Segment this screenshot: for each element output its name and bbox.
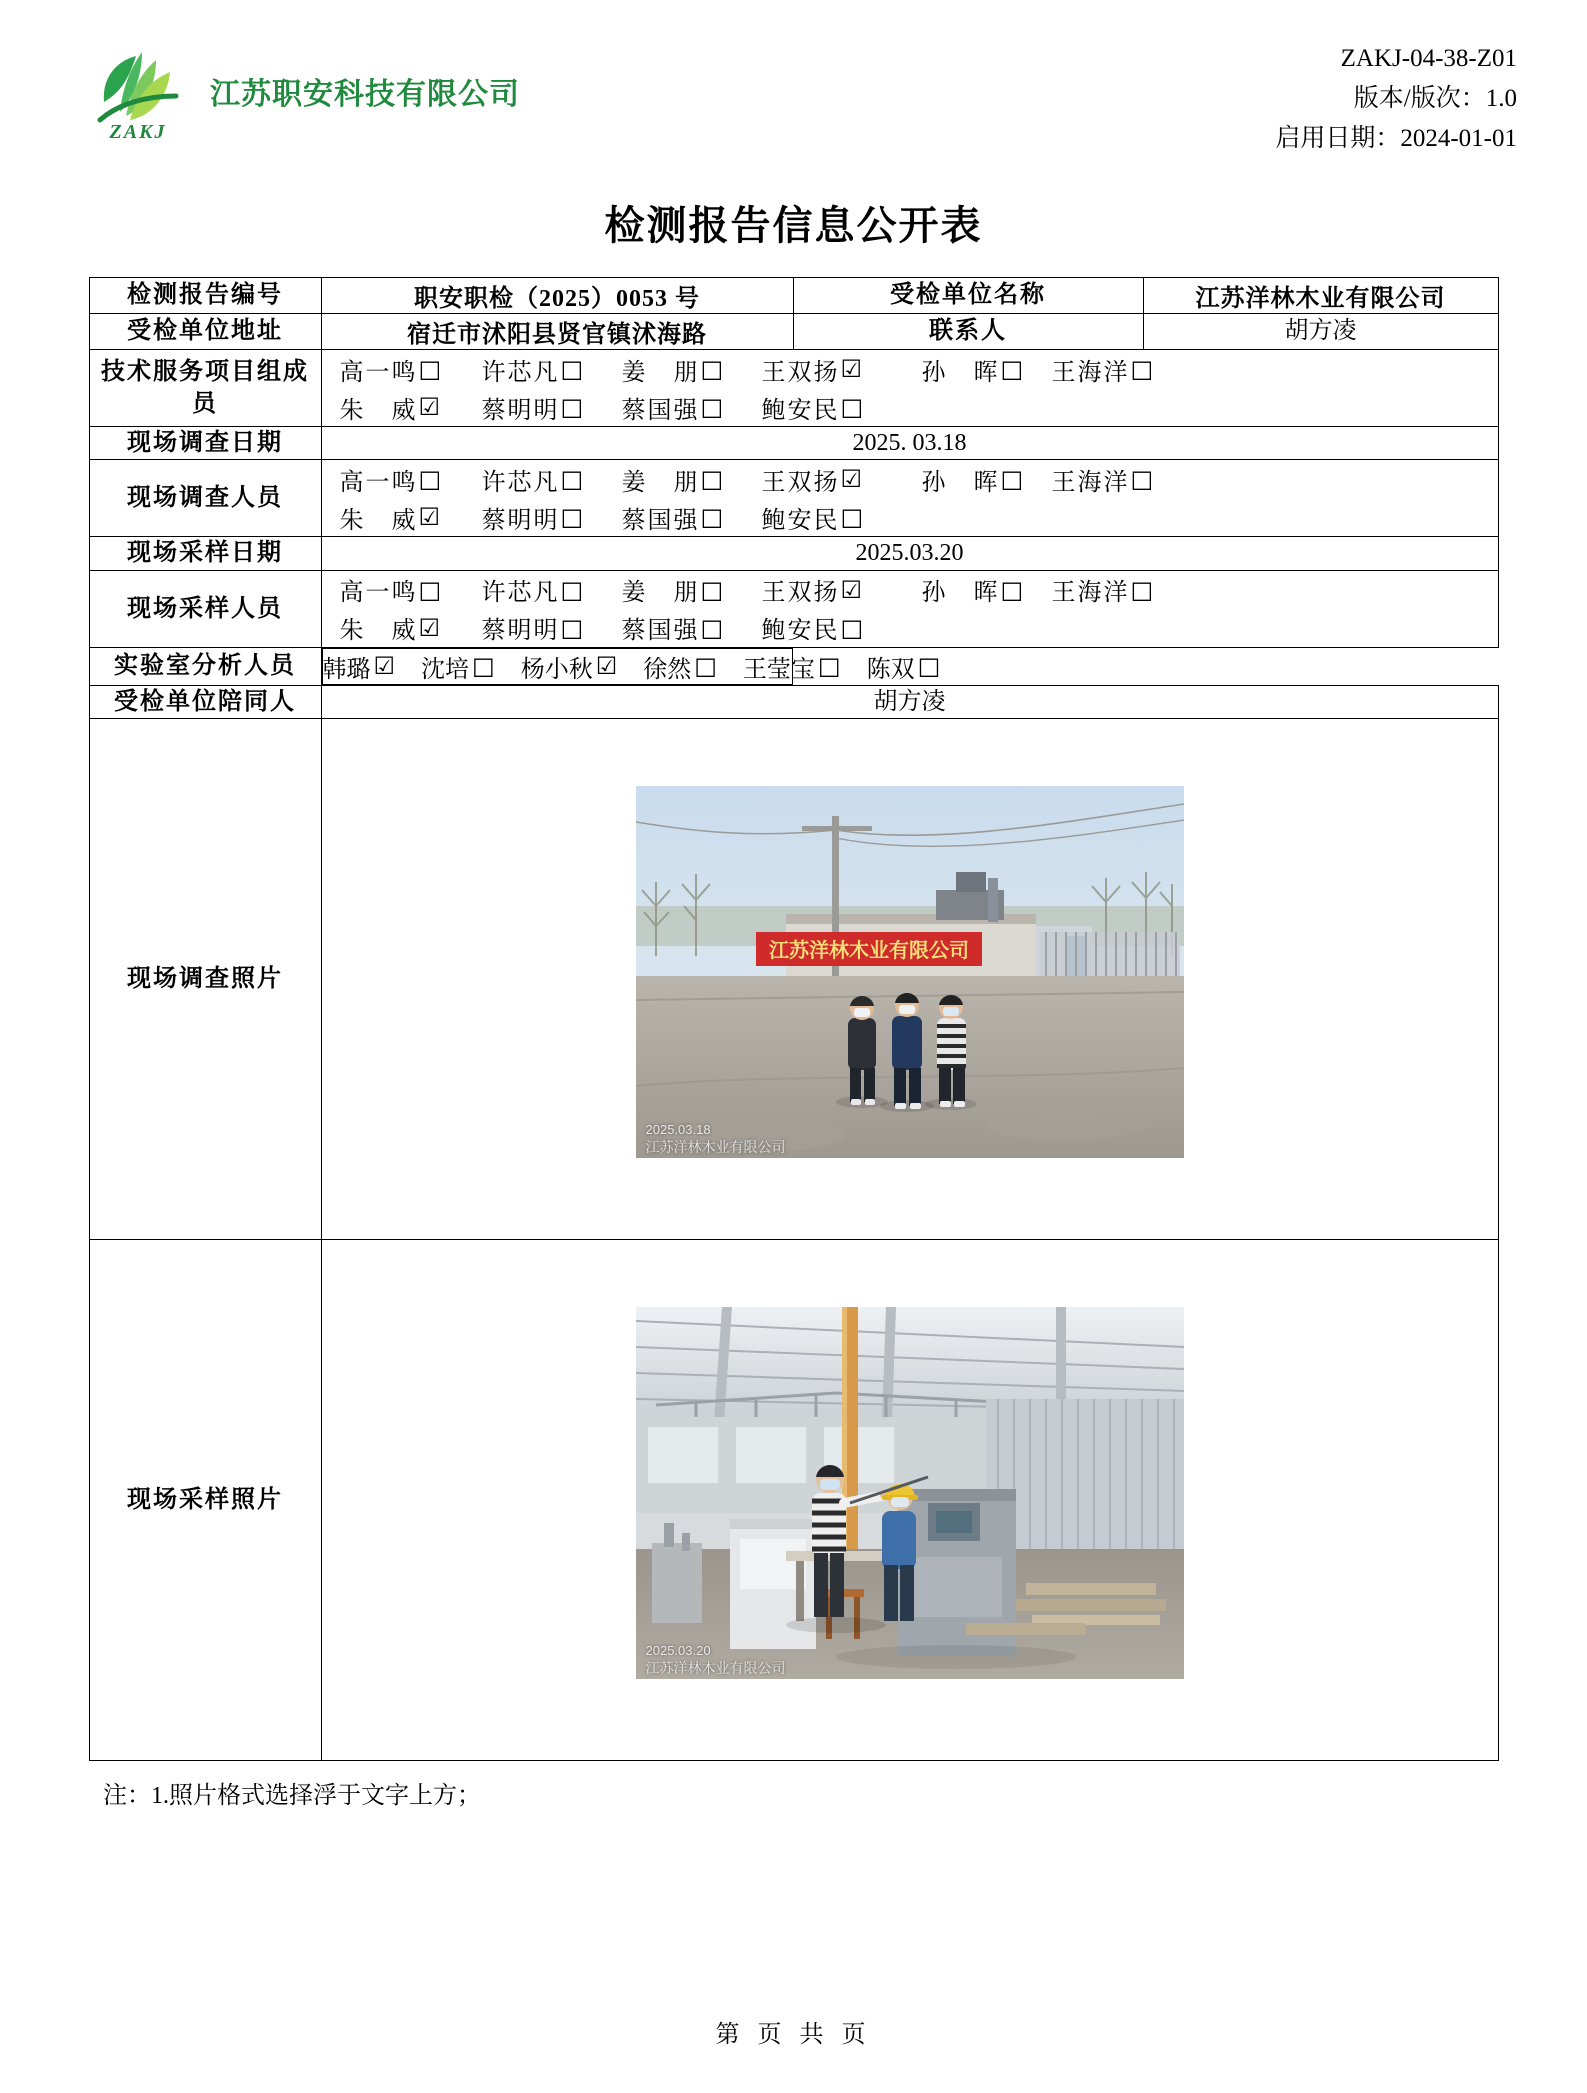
survey-staff-checkboxes[interactable]	[321, 460, 1498, 537]
person-checkbox[interactable]	[643, 649, 717, 684]
person-checkbox[interactable]	[521, 649, 618, 684]
doc-effective-date: 启用日期：2024-01-01	[1275, 125, 1517, 152]
person-name: 高一鸣	[339, 469, 416, 496]
person-name: 姜 朋	[621, 359, 698, 386]
checkbox-unchecked-icon[interactable]: □	[917, 652, 941, 681]
person-name: 姜 朋	[621, 580, 698, 607]
person-checkbox[interactable]	[482, 462, 584, 497]
team-members-checkboxes[interactable]	[321, 350, 1498, 427]
person-row	[322, 350, 1498, 388]
sampling-date-value: 2025.03.20	[321, 537, 1498, 570]
person-checkbox[interactable]	[762, 390, 864, 425]
checkbox-unchecked-icon[interactable]: □	[817, 652, 841, 681]
person-name: 朱 威	[339, 507, 416, 534]
table-row	[89, 460, 1498, 537]
person-row	[322, 571, 1498, 609]
table-row	[89, 314, 1498, 350]
person-checkbox[interactable]	[340, 352, 442, 387]
survey-photo-cell	[321, 719, 1498, 1240]
person-name: 鲍安民	[761, 618, 838, 645]
unit-name-label: 受检单位名称	[793, 278, 1143, 314]
table-row	[89, 647, 1498, 685]
checkbox-checked-icon[interactable]: ☑	[418, 503, 441, 532]
sampling-staff-label: 现场采样人员	[89, 570, 321, 647]
checkbox-unchecked-icon[interactable]: □	[418, 465, 442, 494]
person-name: 王海洋	[1051, 359, 1128, 386]
person-checkbox[interactable]	[482, 352, 584, 387]
person-name: 高一鸣	[339, 580, 416, 607]
person-name: 孙 晖	[921, 580, 998, 607]
report-no-value: 职安职检（2025）0053 号	[321, 278, 793, 314]
person-checkbox[interactable]	[482, 610, 584, 645]
person-checkbox[interactable]	[922, 352, 1024, 387]
accompany-label: 受检单位陪同人	[89, 685, 321, 718]
table-row	[89, 427, 1498, 460]
person-checkbox[interactable]	[1052, 572, 1154, 607]
doc-code: ZAKJ-04-38-Z01	[1340, 45, 1517, 72]
person-checkbox[interactable]	[762, 462, 863, 497]
table-note: 注：1.照片格式选择浮于文字上方；	[103, 1783, 481, 1810]
checkbox-unchecked-icon[interactable]: □	[418, 575, 442, 604]
person-name: 王莹宝	[742, 656, 815, 683]
checkbox-checked-icon[interactable]: ☑	[418, 393, 441, 421]
person-name: 许芯凡	[481, 359, 558, 386]
svg-text:江苏洋林木业有限公司: 江苏洋林木业有限公司	[768, 940, 969, 963]
person-checkbox[interactable]	[482, 500, 584, 535]
person-name: 杨小秋	[520, 656, 593, 683]
person-row	[322, 609, 1498, 647]
checkbox-unchecked-icon[interactable]: □	[694, 652, 717, 681]
checkbox-unchecked-icon[interactable]: □	[700, 355, 724, 383]
header-brand	[62, 38, 520, 143]
person-checkbox[interactable]	[340, 610, 441, 645]
person-checkbox[interactable]	[622, 572, 724, 607]
unit-address-label: 受检单位地址	[89, 314, 321, 350]
checkbox-checked-icon[interactable]: ☑	[840, 575, 863, 604]
sampling-photo-stamp-date: 2025.03.20	[645, 1642, 711, 1658]
header-doc-meta	[1275, 38, 1525, 160]
person-checkbox[interactable]	[1052, 462, 1154, 497]
person-checkbox[interactable]	[922, 462, 1024, 497]
person-checkbox[interactable]	[762, 610, 864, 645]
checkbox-unchecked-icon[interactable]: □	[560, 355, 584, 383]
checkbox-checked-icon[interactable]: ☑	[373, 652, 396, 681]
person-name: 蔡明明	[481, 618, 558, 645]
sampling-staff-checkboxes[interactable]	[321, 570, 1498, 647]
person-name: 蔡明明	[481, 397, 558, 424]
checkbox-unchecked-icon[interactable]: □	[560, 613, 584, 642]
person-name: 蔡国强	[621, 507, 698, 534]
sampling-date-label: 现场采样日期	[89, 537, 321, 570]
person-row	[322, 388, 1498, 426]
company-logo-icon	[84, 38, 192, 143]
checkbox-unchecked-icon[interactable]: □	[560, 465, 584, 494]
company-name: 江苏职安科技有限公司	[210, 77, 520, 111]
person-name: 沈培	[421, 656, 470, 683]
checkbox-unchecked-icon[interactable]: □	[840, 393, 864, 421]
checkbox-unchecked-icon[interactable]: □	[472, 652, 495, 681]
unit-address-value: 宿迁市沭阳县贤官镇沭海路	[321, 314, 793, 350]
checkbox-unchecked-icon[interactable]: □	[700, 393, 724, 421]
person-checkbox[interactable]	[622, 352, 724, 387]
checkbox-unchecked-icon[interactable]: □	[418, 355, 442, 383]
lab-staff-label: 实验室分析人员	[89, 647, 321, 685]
person-checkbox[interactable]	[421, 649, 495, 684]
accompany-value: 胡方凌	[321, 685, 1498, 718]
table-row	[89, 1240, 1498, 1761]
person-name: 鲍安民	[761, 397, 838, 424]
person-checkbox[interactable]	[482, 572, 584, 607]
checkbox-unchecked-icon[interactable]: □	[840, 503, 864, 532]
person-name: 许芯凡	[481, 469, 558, 496]
person-checkbox[interactable]	[622, 500, 724, 535]
table-row	[89, 278, 1498, 314]
sampling-photo-label: 现场采样照片	[89, 1240, 321, 1761]
person-name: 王双扬	[761, 359, 838, 386]
survey-photo-stamp	[646, 1121, 786, 1157]
person-name: 韩璐	[322, 656, 371, 683]
contact-label: 联系人	[793, 314, 1143, 350]
person-checkbox[interactable]	[340, 572, 442, 607]
person-checkbox[interactable]	[622, 462, 724, 497]
person-name: 高一鸣	[339, 359, 416, 386]
person-name: 陈双	[866, 656, 915, 683]
sampling-photo	[636, 1307, 1184, 1686]
table-row	[89, 570, 1498, 647]
page-title: 检测报告信息公开表	[604, 203, 983, 248]
checkbox-unchecked-icon[interactable]: □	[700, 613, 724, 642]
person-name: 蔡国强	[621, 397, 698, 424]
person-name: 王双扬	[761, 580, 838, 607]
contact-value: 胡方凌	[1143, 314, 1498, 350]
doc-version: 版本/版次：1.0	[1353, 85, 1517, 112]
table-row	[89, 719, 1498, 1240]
person-name: 鲍安民	[761, 507, 838, 534]
checkbox-unchecked-icon[interactable]: □	[1130, 575, 1154, 604]
person-name: 朱 威	[339, 397, 416, 424]
person-name: 朱 威	[339, 618, 416, 645]
report-no-label: 检测报告编号	[89, 278, 321, 314]
person-checkbox[interactable]	[762, 572, 863, 607]
person-name: 王海洋	[1051, 580, 1128, 607]
survey-photo	[636, 786, 1184, 1165]
person-checkbox[interactable]	[323, 649, 396, 684]
checkbox-unchecked-icon[interactable]: □	[560, 503, 584, 532]
person-name: 许芯凡	[481, 580, 558, 607]
person-checkbox[interactable]	[762, 500, 864, 535]
team-members-label: 技术服务项目组成员	[89, 350, 321, 427]
person-checkbox[interactable]	[340, 500, 441, 535]
lab-staff-checkboxes[interactable]	[322, 648, 941, 685]
person-checkbox[interactable]	[867, 649, 941, 684]
person-checkbox[interactable]	[340, 390, 441, 425]
person-checkbox[interactable]	[922, 572, 1024, 607]
person-row	[322, 498, 1498, 536]
checkbox-unchecked-icon[interactable]: □	[700, 465, 724, 494]
person-name: 姜 朋	[621, 469, 698, 496]
person-checkbox[interactable]	[340, 462, 442, 497]
person-checkbox[interactable]	[482, 390, 584, 425]
person-name: 孙 晖	[921, 359, 998, 386]
survey-photo-stamp-date: 2025.03.18	[645, 1121, 711, 1137]
report-info-table	[89, 277, 1499, 1761]
checkbox-checked-icon[interactable]: ☑	[840, 465, 863, 494]
sampling-photo-stamp	[646, 1642, 786, 1678]
checkbox-unchecked-icon[interactable]: □	[1130, 355, 1154, 383]
survey-staff-label: 现场调查人员	[89, 460, 321, 537]
checkbox-unchecked-icon[interactable]: □	[700, 575, 724, 604]
person-checkbox[interactable]	[1052, 352, 1154, 387]
sampling-photo-stamp-text: 江苏洋林木业有限公司	[645, 1660, 786, 1677]
checkbox-checked-icon[interactable]: ☑	[418, 613, 441, 642]
checkbox-unchecked-icon[interactable]: □	[700, 503, 724, 532]
sampling-photo-cell	[321, 1240, 1498, 1761]
person-name: 孙 晖	[921, 469, 998, 496]
survey-date-label: 现场调查日期	[89, 427, 321, 460]
checkbox-unchecked-icon[interactable]: □	[560, 393, 584, 421]
person-checkbox[interactable]	[743, 649, 841, 684]
svg-text:ZAKJ: ZAKJ	[109, 121, 167, 143]
checkbox-checked-icon[interactable]: ☑	[840, 355, 863, 383]
person-row	[322, 460, 1498, 498]
survey-date-value: 2025. 03.18	[321, 427, 1498, 460]
checkbox-checked-icon[interactable]: ☑	[595, 652, 618, 681]
survey-photo-label: 现场调查照片	[89, 719, 321, 1240]
checkbox-unchecked-icon[interactable]: □	[1000, 575, 1024, 604]
person-name: 蔡国强	[621, 618, 698, 645]
checkbox-unchecked-icon[interactable]: □	[1130, 465, 1154, 494]
checkbox-unchecked-icon[interactable]: □	[560, 575, 584, 604]
table-row	[89, 537, 1498, 570]
person-name: 王双扬	[761, 469, 838, 496]
page-footer: 第 页 共 页	[715, 2022, 872, 2048]
table-row	[89, 685, 1498, 718]
person-name: 蔡明明	[481, 507, 558, 534]
checkbox-unchecked-icon[interactable]: □	[1000, 355, 1024, 383]
person-checkbox[interactable]	[622, 390, 724, 425]
person-checkbox[interactable]	[762, 352, 863, 387]
person-name: 王海洋	[1051, 469, 1128, 496]
checkbox-unchecked-icon[interactable]: □	[840, 613, 864, 642]
checkbox-unchecked-icon[interactable]: □	[1000, 465, 1024, 494]
table-row	[89, 350, 1498, 427]
unit-name-value: 江苏洋林木业有限公司	[1143, 278, 1498, 314]
survey-photo-stamp-text: 江苏洋林木业有限公司	[645, 1139, 786, 1156]
page-header	[62, 38, 1525, 158]
person-name: 徐然	[643, 656, 692, 683]
person-checkbox[interactable]	[622, 610, 724, 645]
